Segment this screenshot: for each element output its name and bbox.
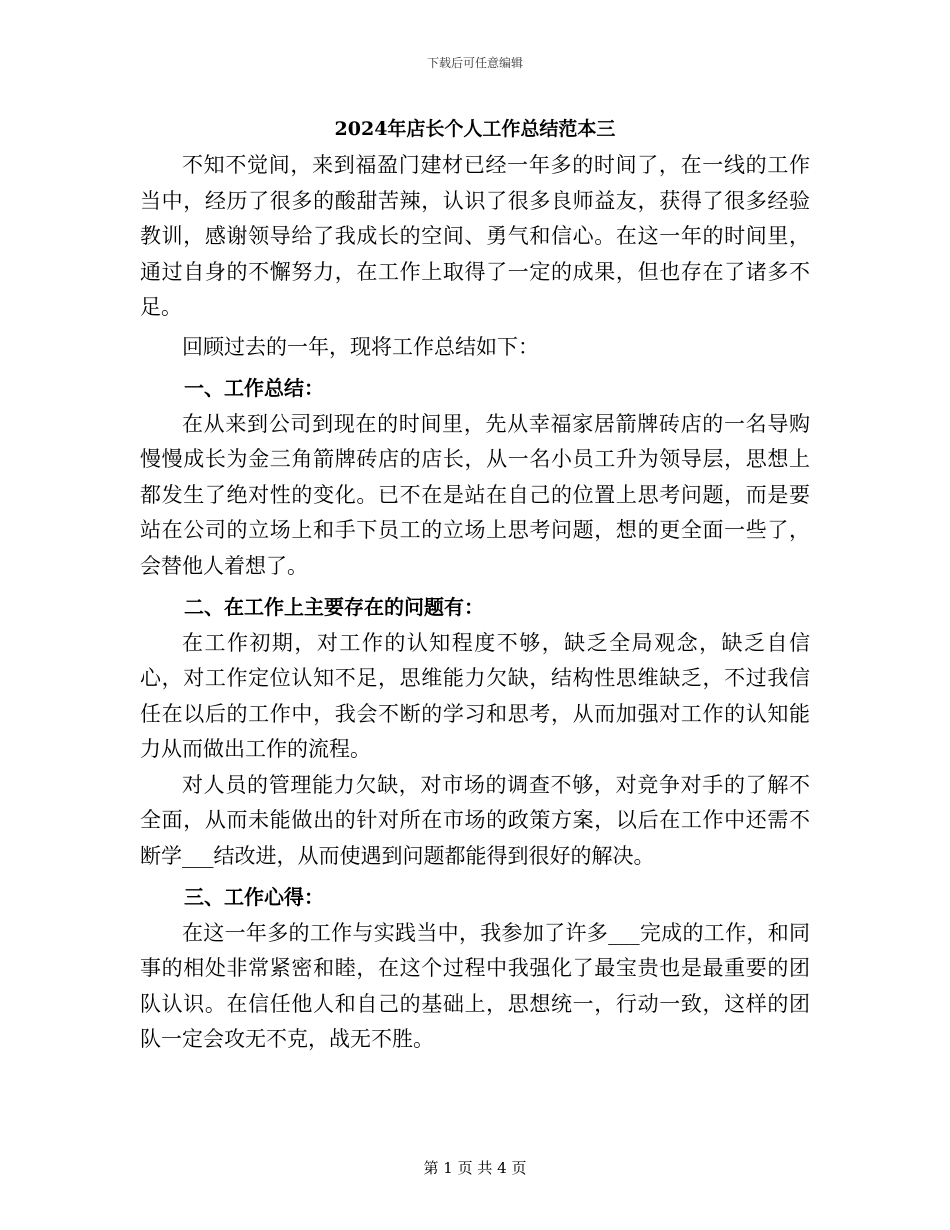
section-1-paragraph-1: 在从来到公司到现在的时间里，先从幸福家居箭牌砖店的一名导购慢慢成长为金三角箭牌砖店的店长，从一名小员工升为领导层，思想上都发生了绝对性的变化。已不在是站在自己的位置上思考问题，而是要站在公司的立场上和手下员工的立场上思考问题，想的更全面一些了，会替他人着想了。: [140, 411, 810, 578]
page-number-footer: 第 1 页 共 4 页: [423, 1159, 527, 1177]
section-2-heading: 二、在工作上主要存在的问题有：: [184, 595, 484, 619]
document-title: 2024年店长个人工作总结范本三: [334, 118, 616, 140]
section-2-paragraph-1: 在工作初期，对工作的认知程度不够，缺乏全局观念，缺乏自信心，对工作定位认知不足，思维能力欠缺，结构性思维缺乏，不过我信任在以后的工作中，我会不断的学习和思考，从而加强对工作的认知能力从而做出工作的流程。: [140, 630, 810, 761]
section-1-heading: 一、工作总结：: [184, 376, 324, 400]
review-paragraph: 回顾过去的一年，现将工作总结如下：: [182, 334, 539, 359]
intro-paragraph: 不知不觉间，来到福盈门建材已经一年多的时间了，在一线的工作当中，经历了很多的酸甜苦辣，认识了很多良师益友，获得了很多经验教训，感谢领导给了我成长的空间、勇气和信心。在这一年的时间里，通过自身的不懈努力，在工作上取得了一定的成果，但也存在了诸多不足。: [140, 153, 810, 319]
section-3-paragraph-1: 在这一年多的工作与实践当中，我参加了许多___完成的工作，和同事的相处非常紧密和睦，在这个过程中我强化了最宝贵也是最重要的团队认识。在信任他人和自己的基础上，思想统一，行动一致，这样的团队一定会攻无不克，战无不胜。: [140, 920, 810, 1051]
document-body: [140, 148, 810, 1058]
section-2-paragraph-2: 对人员的管理能力欠缺，对市场的调查不够，对竞争对手的了解不全面，从而未能做出的针对所在市场的政策方案，以后在工作中还需不断学___结改进，从而使遇到问题都能得到很好的解决。: [140, 772, 810, 868]
header-note: 下载后可任意编辑: [426, 56, 523, 70]
section-3-heading: 三、工作心得：: [184, 885, 324, 909]
